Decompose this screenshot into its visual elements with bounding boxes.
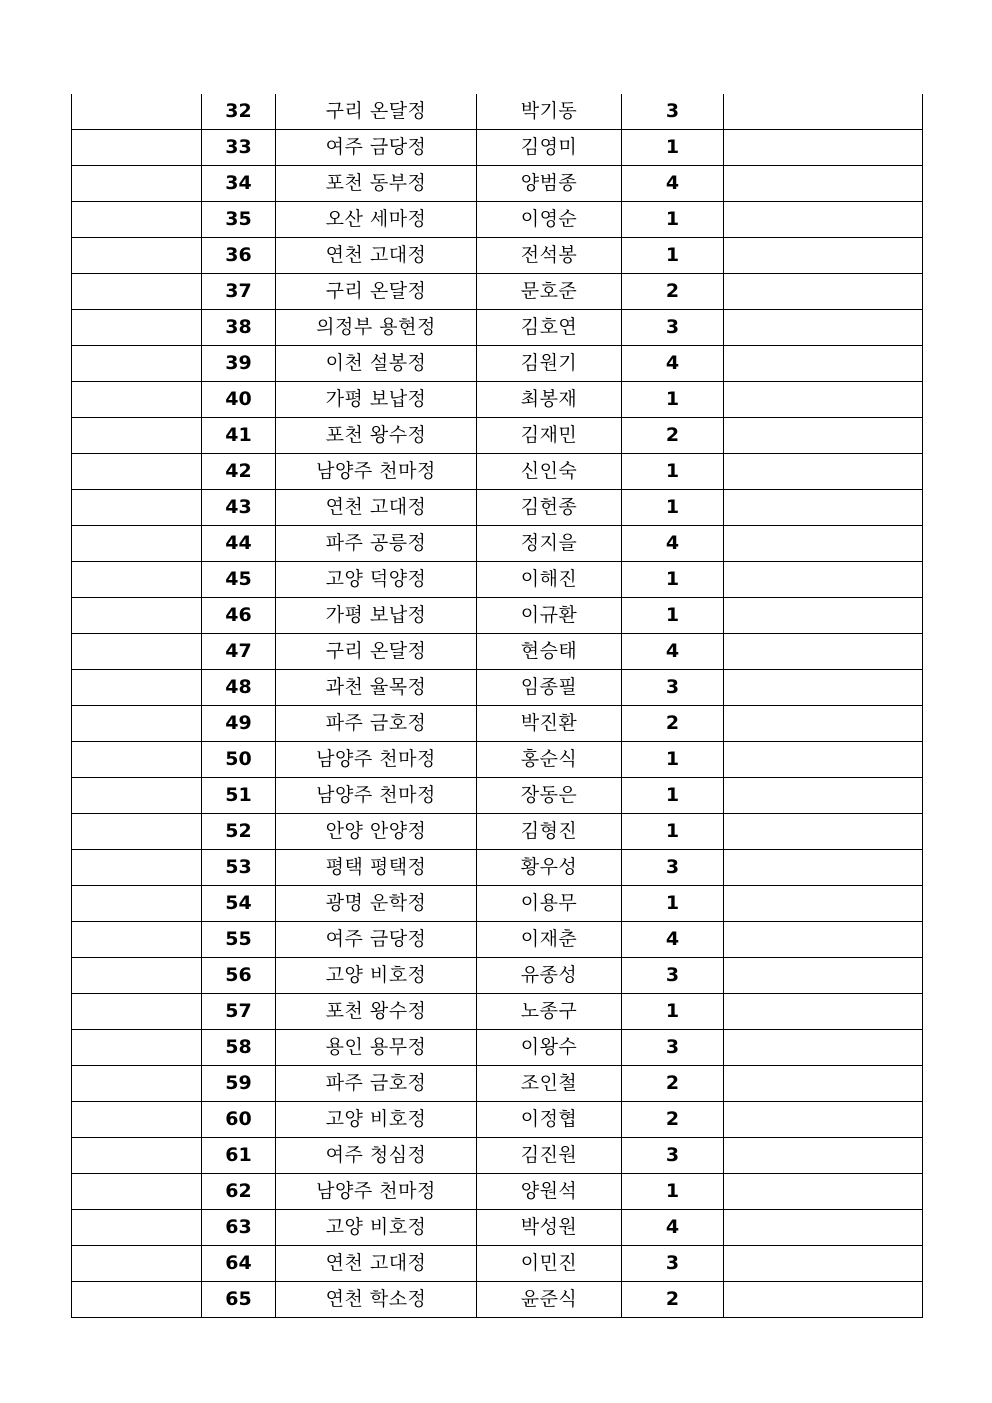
- empty-cell: [72, 238, 202, 274]
- empty-cell: [724, 850, 923, 886]
- person-name: 김호연: [477, 310, 622, 346]
- count-value: 3: [622, 850, 724, 886]
- empty-cell: [72, 490, 202, 526]
- club-name: 구리 온달정: [276, 274, 477, 310]
- empty-cell: [724, 1102, 923, 1138]
- roster-table: [71, 94, 923, 1318]
- empty-cell: [72, 958, 202, 994]
- person-name: 황우성: [477, 850, 622, 886]
- empty-cell: [724, 1246, 923, 1282]
- empty-cell: [724, 94, 923, 130]
- empty-cell: [724, 922, 923, 958]
- row-number: 54: [202, 886, 276, 922]
- empty-cell: [72, 922, 202, 958]
- row-number: 47: [202, 634, 276, 670]
- empty-cell: [72, 526, 202, 562]
- person-name: 이영순: [477, 202, 622, 238]
- empty-cell: [72, 346, 202, 382]
- row-number: 41: [202, 418, 276, 454]
- table-row: [72, 382, 923, 418]
- person-name: 김진원: [477, 1138, 622, 1174]
- empty-cell: [724, 1282, 923, 1318]
- person-name: 김헌종: [477, 490, 622, 526]
- table-row: [72, 490, 923, 526]
- club-name: 안양 안양정: [276, 814, 477, 850]
- person-name: 현승태: [477, 634, 622, 670]
- table-row: [72, 778, 923, 814]
- empty-cell: [724, 310, 923, 346]
- club-name: 용인 용무정: [276, 1030, 477, 1066]
- empty-cell: [72, 1246, 202, 1282]
- empty-cell: [724, 1030, 923, 1066]
- person-name: 김영미: [477, 130, 622, 166]
- club-name: 가평 보납정: [276, 598, 477, 634]
- person-name: 조인철: [477, 1066, 622, 1102]
- club-name: 가평 보납정: [276, 382, 477, 418]
- empty-cell: [72, 994, 202, 1030]
- count-value: 3: [622, 958, 724, 994]
- empty-cell: [72, 130, 202, 166]
- row-number: 48: [202, 670, 276, 706]
- table-row: [72, 1174, 923, 1210]
- table-row: [72, 1066, 923, 1102]
- empty-cell: [724, 454, 923, 490]
- row-number: 44: [202, 526, 276, 562]
- empty-cell: [72, 1102, 202, 1138]
- club-name: 과천 율목정: [276, 670, 477, 706]
- empty-cell: [724, 526, 923, 562]
- count-value: 2: [622, 1282, 724, 1318]
- club-name: 포천 왕수정: [276, 994, 477, 1030]
- empty-cell: [72, 166, 202, 202]
- row-number: 62: [202, 1174, 276, 1210]
- club-name: 남양주 천마정: [276, 454, 477, 490]
- empty-cell: [724, 1210, 923, 1246]
- person-name: 홍순식: [477, 742, 622, 778]
- empty-cell: [72, 1138, 202, 1174]
- row-number: 36: [202, 238, 276, 274]
- empty-cell: [72, 634, 202, 670]
- table-row: [72, 706, 923, 742]
- table-row: [72, 1102, 923, 1138]
- count-value: 3: [622, 1246, 724, 1282]
- table-row: [72, 202, 923, 238]
- person-name: 김형진: [477, 814, 622, 850]
- empty-cell: [72, 1174, 202, 1210]
- empty-cell: [72, 1066, 202, 1102]
- person-name: 이왕수: [477, 1030, 622, 1066]
- count-value: 1: [622, 598, 724, 634]
- person-name: 이규환: [477, 598, 622, 634]
- count-value: 3: [622, 1138, 724, 1174]
- empty-cell: [724, 490, 923, 526]
- table-row: [72, 634, 923, 670]
- table-row: [72, 562, 923, 598]
- table-row: [72, 1282, 923, 1318]
- empty-cell: [724, 130, 923, 166]
- person-name: 이해진: [477, 562, 622, 598]
- row-number: 60: [202, 1102, 276, 1138]
- roster-table-body: [72, 94, 923, 1318]
- empty-cell: [724, 742, 923, 778]
- club-name: 포천 왕수정: [276, 418, 477, 454]
- empty-cell: [724, 814, 923, 850]
- count-value: 2: [622, 1102, 724, 1138]
- count-value: 1: [622, 886, 724, 922]
- club-name: 고양 비호정: [276, 1102, 477, 1138]
- table-row: [72, 1210, 923, 1246]
- club-name: 구리 온달정: [276, 634, 477, 670]
- row-number: 52: [202, 814, 276, 850]
- table-row: [72, 994, 923, 1030]
- count-value: 3: [622, 310, 724, 346]
- person-name: 신인숙: [477, 454, 622, 490]
- empty-cell: [72, 562, 202, 598]
- person-name: 이정협: [477, 1102, 622, 1138]
- club-name: 구리 온달정: [276, 94, 477, 130]
- document-page: [71, 94, 922, 1318]
- table-row: [72, 1246, 923, 1282]
- table-row: [72, 238, 923, 274]
- table-row: [72, 418, 923, 454]
- count-value: 2: [622, 1066, 724, 1102]
- club-name: 광명 운학정: [276, 886, 477, 922]
- club-name: 여주 금당정: [276, 130, 477, 166]
- table-row: [72, 670, 923, 706]
- count-value: 2: [622, 418, 724, 454]
- count-value: 4: [622, 346, 724, 382]
- count-value: 1: [622, 994, 724, 1030]
- count-value: 1: [622, 130, 724, 166]
- empty-cell: [724, 382, 923, 418]
- person-name: 박성원: [477, 1210, 622, 1246]
- empty-cell: [724, 778, 923, 814]
- club-name: 이천 설봉정: [276, 346, 477, 382]
- count-value: 1: [622, 742, 724, 778]
- empty-cell: [72, 94, 202, 130]
- empty-cell: [724, 1138, 923, 1174]
- count-value: 1: [622, 1174, 724, 1210]
- club-name: 연천 고대정: [276, 490, 477, 526]
- empty-cell: [724, 274, 923, 310]
- club-name: 연천 학소정: [276, 1282, 477, 1318]
- row-number: 45: [202, 562, 276, 598]
- person-name: 이재춘: [477, 922, 622, 958]
- count-value: 1: [622, 562, 724, 598]
- empty-cell: [724, 346, 923, 382]
- empty-cell: [724, 166, 923, 202]
- empty-cell: [724, 994, 923, 1030]
- count-value: 1: [622, 490, 724, 526]
- empty-cell: [724, 598, 923, 634]
- person-name: 양범종: [477, 166, 622, 202]
- row-number: 64: [202, 1246, 276, 1282]
- empty-cell: [724, 418, 923, 454]
- table-row: [72, 742, 923, 778]
- row-number: 40: [202, 382, 276, 418]
- empty-cell: [72, 598, 202, 634]
- person-name: 유종성: [477, 958, 622, 994]
- club-name: 남양주 천마정: [276, 1174, 477, 1210]
- row-number: 38: [202, 310, 276, 346]
- row-number: 43: [202, 490, 276, 526]
- person-name: 장동은: [477, 778, 622, 814]
- club-name: 남양주 천마정: [276, 742, 477, 778]
- empty-cell: [72, 850, 202, 886]
- person-name: 김재민: [477, 418, 622, 454]
- table-row: [72, 1138, 923, 1174]
- person-name: 김원기: [477, 346, 622, 382]
- row-number: 55: [202, 922, 276, 958]
- count-value: 4: [622, 166, 724, 202]
- row-number: 35: [202, 202, 276, 238]
- person-name: 이민진: [477, 1246, 622, 1282]
- empty-cell: [724, 562, 923, 598]
- person-name: 노종구: [477, 994, 622, 1030]
- empty-cell: [724, 634, 923, 670]
- empty-cell: [72, 274, 202, 310]
- table-row: [72, 166, 923, 202]
- count-value: 4: [622, 922, 724, 958]
- table-row: [72, 850, 923, 886]
- row-number: 63: [202, 1210, 276, 1246]
- table-row: [72, 454, 923, 490]
- table-row: [72, 814, 923, 850]
- row-number: 32: [202, 94, 276, 130]
- empty-cell: [724, 706, 923, 742]
- row-number: 61: [202, 1138, 276, 1174]
- club-name: 오산 세마정: [276, 202, 477, 238]
- club-name: 파주 금호정: [276, 706, 477, 742]
- table-row: [72, 310, 923, 346]
- club-name: 포천 동부정: [276, 166, 477, 202]
- table-row: [72, 94, 923, 130]
- empty-cell: [72, 886, 202, 922]
- empty-cell: [724, 1174, 923, 1210]
- table-row: [72, 274, 923, 310]
- empty-cell: [724, 886, 923, 922]
- club-name: 연천 고대정: [276, 1246, 477, 1282]
- table-row: [72, 958, 923, 994]
- person-name: 박진환: [477, 706, 622, 742]
- empty-cell: [72, 1030, 202, 1066]
- empty-cell: [72, 814, 202, 850]
- empty-cell: [724, 1066, 923, 1102]
- club-name: 여주 청심정: [276, 1138, 477, 1174]
- row-number: 56: [202, 958, 276, 994]
- club-name: 평택 평택정: [276, 850, 477, 886]
- count-value: 1: [622, 454, 724, 490]
- empty-cell: [72, 310, 202, 346]
- empty-cell: [72, 742, 202, 778]
- table-row: [72, 346, 923, 382]
- count-value: 3: [622, 94, 724, 130]
- count-value: 1: [622, 202, 724, 238]
- empty-cell: [72, 778, 202, 814]
- count-value: 1: [622, 778, 724, 814]
- table-row: [72, 922, 923, 958]
- person-name: 최봉재: [477, 382, 622, 418]
- person-name: 문호준: [477, 274, 622, 310]
- count-value: 1: [622, 814, 724, 850]
- club-name: 파주 공릉정: [276, 526, 477, 562]
- count-value: 4: [622, 1210, 724, 1246]
- person-name: 양원석: [477, 1174, 622, 1210]
- row-number: 39: [202, 346, 276, 382]
- empty-cell: [72, 706, 202, 742]
- empty-cell: [72, 454, 202, 490]
- table-row: [72, 526, 923, 562]
- person-name: 임종필: [477, 670, 622, 706]
- count-value: 2: [622, 274, 724, 310]
- empty-cell: [724, 670, 923, 706]
- row-number: 37: [202, 274, 276, 310]
- count-value: 3: [622, 670, 724, 706]
- row-number: 59: [202, 1066, 276, 1102]
- empty-cell: [724, 238, 923, 274]
- row-number: 51: [202, 778, 276, 814]
- empty-cell: [72, 670, 202, 706]
- club-name: 파주 금호정: [276, 1066, 477, 1102]
- person-name: 윤준식: [477, 1282, 622, 1318]
- club-name: 남양주 천마정: [276, 778, 477, 814]
- count-value: 4: [622, 634, 724, 670]
- count-value: 1: [622, 238, 724, 274]
- row-number: 57: [202, 994, 276, 1030]
- empty-cell: [72, 418, 202, 454]
- club-name: 고양 비호정: [276, 1210, 477, 1246]
- table-row: [72, 1030, 923, 1066]
- count-value: 4: [622, 526, 724, 562]
- row-number: 50: [202, 742, 276, 778]
- row-number: 65: [202, 1282, 276, 1318]
- row-number: 34: [202, 166, 276, 202]
- club-name: 고양 덕양정: [276, 562, 477, 598]
- count-value: 3: [622, 1030, 724, 1066]
- row-number: 46: [202, 598, 276, 634]
- club-name: 의정부 용현정: [276, 310, 477, 346]
- row-number: 58: [202, 1030, 276, 1066]
- table-row: [72, 886, 923, 922]
- row-number: 42: [202, 454, 276, 490]
- count-value: 1: [622, 382, 724, 418]
- count-value: 2: [622, 706, 724, 742]
- empty-cell: [72, 1210, 202, 1246]
- person-name: 전석봉: [477, 238, 622, 274]
- club-name: 고양 비호정: [276, 958, 477, 994]
- person-name: 박기동: [477, 94, 622, 130]
- row-number: 33: [202, 130, 276, 166]
- club-name: 연천 고대정: [276, 238, 477, 274]
- empty-cell: [72, 1282, 202, 1318]
- empty-cell: [72, 382, 202, 418]
- row-number: 49: [202, 706, 276, 742]
- person-name: 이용무: [477, 886, 622, 922]
- empty-cell: [72, 202, 202, 238]
- empty-cell: [724, 958, 923, 994]
- club-name: 여주 금당정: [276, 922, 477, 958]
- table-row: [72, 598, 923, 634]
- table-row: [72, 130, 923, 166]
- empty-cell: [724, 202, 923, 238]
- person-name: 정지을: [477, 526, 622, 562]
- row-number: 53: [202, 850, 276, 886]
